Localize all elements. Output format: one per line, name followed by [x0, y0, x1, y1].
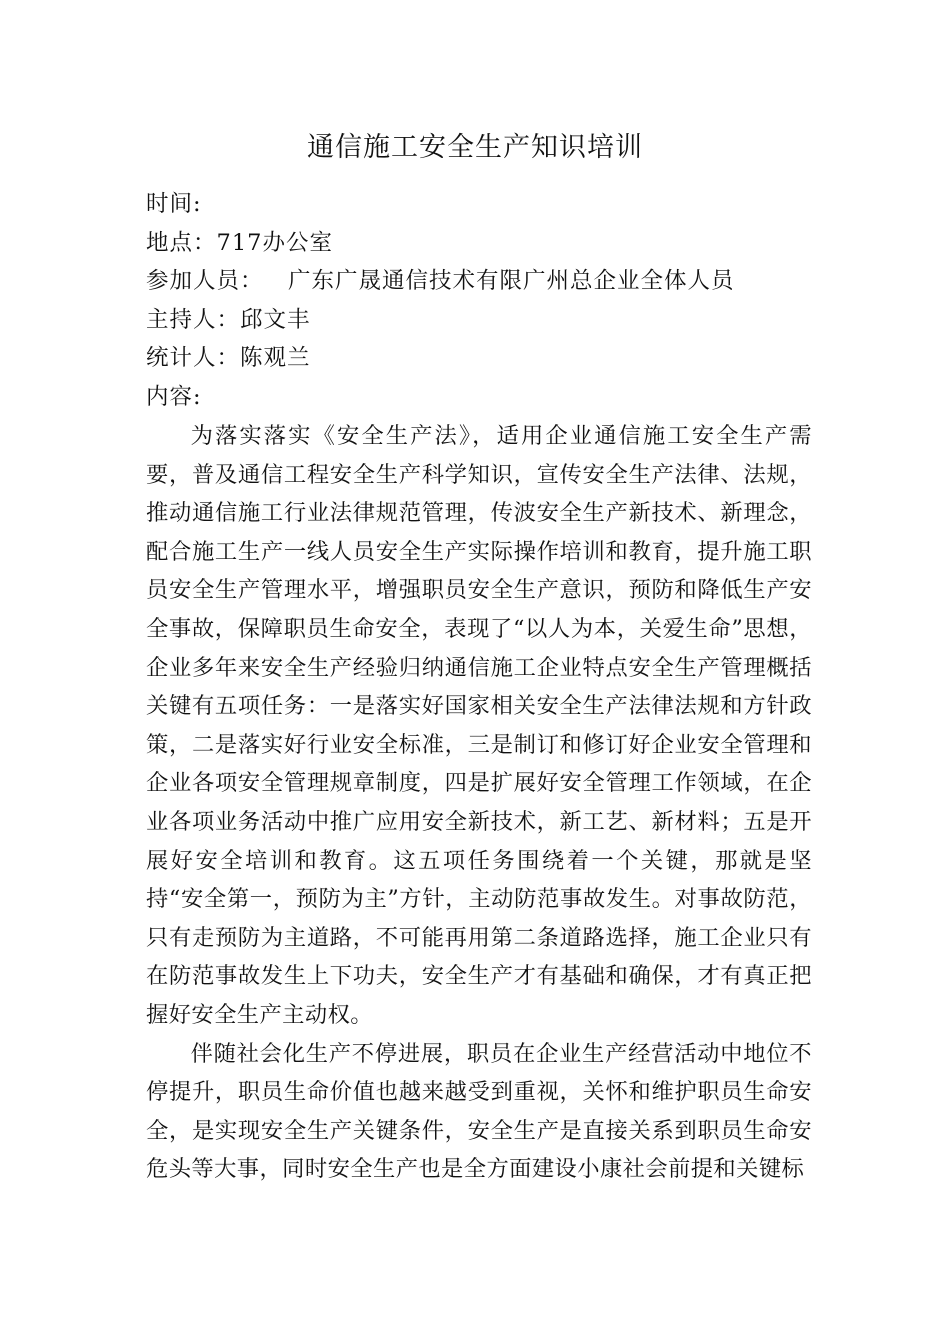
content-label: 内容:: [146, 383, 202, 410]
paragraph-2: 伴随社会化生产不停进展，职员在企业生产经营活动中地位不停提升，职员生命价值也越来越受到重视，关怀和维护职员生命安全，是实现安全生产关键条件，安全生产是直接关系到职员生命安危头等大事，同时安全生产也是全方面建设小康社会前提和关键标: [146, 1040, 812, 1183]
meeting-participants: 参加人员： 广东广晟通信技术有限广州总企业全体人员: [146, 268, 735, 294]
paragraph-1: 为落实落实《安全生产法》，适用企业通信施工安全生产需要，普及通信工程安全生产科学知识，宣传安全生产法律、法规，推动通信施工行业法律规范管理，传波安全生产新技术、新理念，配合施工生产一线人员安全生产实际操作培训和教育，提升施工职员安全生产管理水平，增强职员安全生产意识，预防和降低生产安全事故，保障职员生命安全，表现了“以人为本，关爱生命”思想，企业多年来安全生产经验归纳通信施工企业特点安全生产管理概括关键有五项任务：一是落实好国家相关安全生产法律法规和方针政策，二是落实好行业安全标准，三是制订和修订好企业安全管理和企业各项安全管理规章制度，四是扩展好安全管理工作领域，在企业各项业务活动中推广应用安全新技术，新工艺、新材料；五是开展好安全培训和教育。这五项任务围绕着一个关键，那就是坚持“安全第一，预防为主”方针，主动防范事故发生。对事故防范，只有走预防为主道路，不可能再用第二条道路选择，施工企业只有在防范事故发生上下功夫，安全生产才有基础和确保，才有真正把握好安全生产主动权。: [146, 423, 812, 1028]
meeting-statistician: 统计人：陈观兰: [146, 345, 311, 371]
meeting-info: [146, 185, 846, 416]
document-body: [146, 417, 812, 1189]
meeting-time: 时间:: [146, 191, 202, 217]
meeting-host: 主持人：邱文丰: [146, 306, 311, 333]
document-title: 通信施工安全生产知识培训: [307, 132, 643, 163]
meeting-location: 地点：717办公室: [146, 229, 333, 256]
